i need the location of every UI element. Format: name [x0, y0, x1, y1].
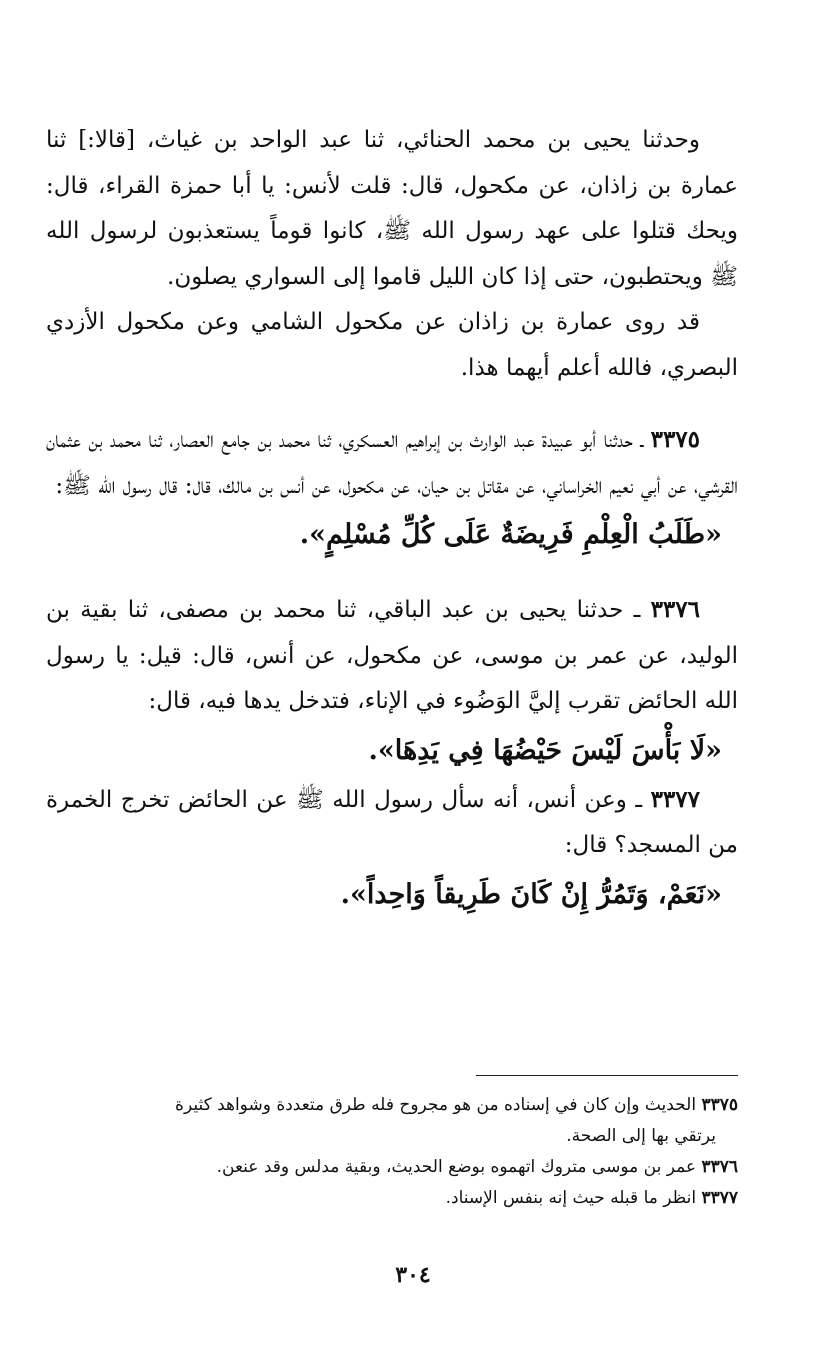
- footnote-text: يرتقي بها إلى الصحة.: [566, 1126, 716, 1146]
- hadith-quote: «نَعَمْ، وَتَمُرُّ إِنْ كَانَ طَرِيقاً وَاحِداً».: [340, 878, 722, 910]
- footnote-number: ٣٣٧٦: [701, 1157, 738, 1177]
- footnote-3375: [46, 1090, 738, 1121]
- hadith-number: ٣٣٧٧: [650, 785, 700, 813]
- text-line: محمد بن جامع العصار، ثنا محمد بن عثمان القرشي، عن أبي نعيم: [46, 427, 738, 499]
- text-line: البصري، فالله أعلم أيهما هذا.: [460, 354, 738, 381]
- paragraph-narration: [46, 118, 738, 300]
- hadith-number: ٣٣٧٦: [650, 596, 700, 623]
- text-line: حدثنا يحيى بن عبد الباقي، ثنا محمد بن مصفى، ثنا: [127, 597, 624, 623]
- text-line: بقية بن الوليد، عن عمر بن موسى، عن مكحول، عن أنس، قال: قيل: يا: [46, 597, 738, 669]
- text-line: حدثنا أبو عبيدة عبد الوارث بن إبراهيم العسكري، ثنا: [317, 427, 633, 453]
- text-line: قد روى عمارة بن زاذان عن مكحول الشامي وعن مكحول الأزدي: [46, 309, 700, 335]
- text-line: لرسول الله ﷺ ويحتطبون، حتى إذا كان الليل قاموا إلى السواري يصلون.: [46, 218, 738, 290]
- hadith-3375: [46, 417, 738, 509]
- footnote-3376: [46, 1152, 738, 1183]
- text-line: الخراساني، عن مقاتل بن حيان، عن مكحول، عن أنس بن مالك، قال:: [184, 472, 603, 499]
- text-line: رسول الله الحائض تقرب إليَّ الوَضُوء في الإناء، فتدخل يدها فيه، قال:: [46, 642, 738, 714]
- footnotes: [46, 1075, 738, 1214]
- hadith-quote: «لَا بَأْسَ لَيْسَ حَيْضُهَا فِي يَدِهَا».: [368, 734, 722, 766]
- hadith-dash: ـ: [633, 427, 651, 453]
- hadith-quote: «طَلَبُ الْعِلْمِ فَرِيضَةٌ عَلَى كُلِّ مُسْلِمٍ».: [299, 519, 722, 550]
- footnote-number: ٣٣٧٥: [701, 1095, 738, 1115]
- footnote-text: انظر ما قبله حيث إنه بنفس الإسناد.: [445, 1188, 697, 1208]
- hadith-3376: [46, 587, 738, 725]
- text-line: وحدثنا يحيى بن محمد الحنائي، ثنا عبد الواحد بن غياث، [قالا:]: [78, 127, 700, 153]
- text-line: قال رسول الله ﷺ:: [55, 472, 178, 499]
- text-line: الخمرة من المسجد؟ قال:: [46, 786, 738, 858]
- hadith-number: ٣٣٧٥: [650, 426, 701, 453]
- text-line: وعن أنس، أنه سأل رسول الله ﷺ عن الحائض تخرج: [120, 786, 627, 813]
- footnote-3377: [46, 1183, 738, 1214]
- hadith-dash: ـ: [626, 786, 651, 813]
- hadith-dash: ـ: [623, 597, 651, 623]
- text-line: ثنا عمارة بن زاذان، عن مكحول، قال: قلت لأنس: يا أبا حمزة القراء،: [46, 127, 739, 199]
- footnote-number: ٣٣٧٧: [701, 1188, 738, 1208]
- footnote-separator: [476, 1075, 738, 1076]
- footnote-text: عمر بن موسى متروك اتهموه بوضع الحديث، وبقية مدلس وقد عنعن.: [216, 1157, 697, 1177]
- text-line: قال: ويحك قتلوا على عهد رسول الله ﷺ، كانوا قوماً يستعذبون: [46, 172, 739, 244]
- hadith-3377: [46, 777, 738, 869]
- footnote-3375-continued: [46, 1121, 738, 1152]
- footnote-text: الحديث وإن كان في إسناده من هو مجروح فله طرق متعددة وشواهد كثيرة: [175, 1095, 697, 1115]
- page-number: ٣٠٤: [395, 1262, 431, 1288]
- paragraph-commentary: [46, 300, 738, 391]
